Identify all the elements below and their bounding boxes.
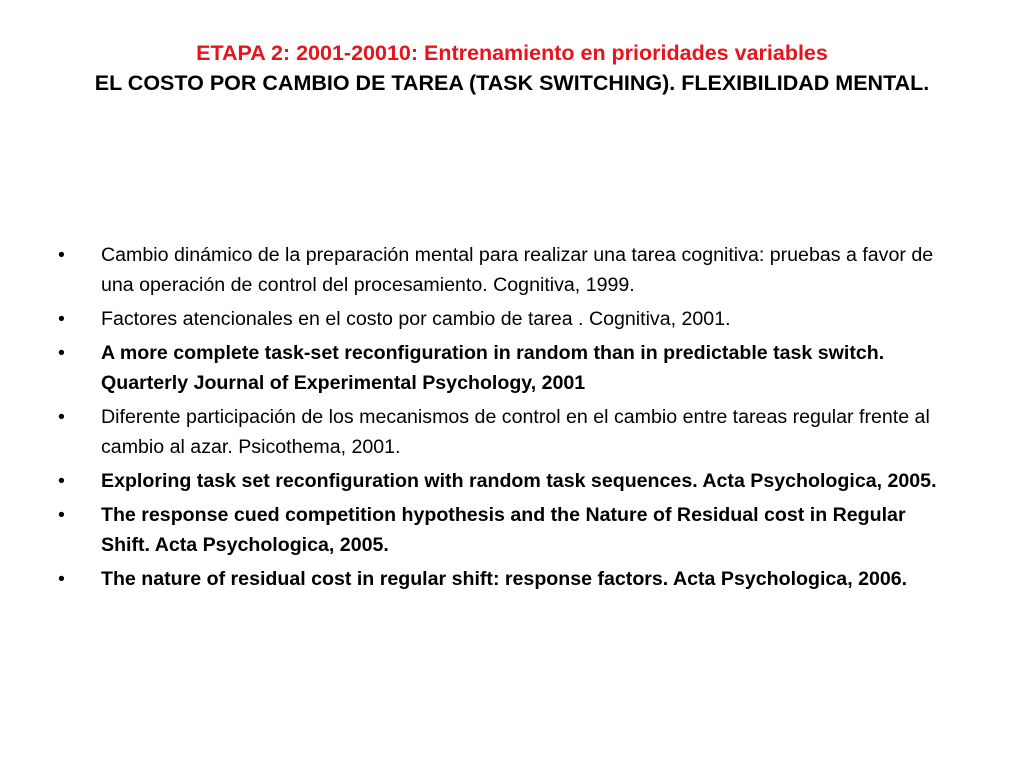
list-item-text: The response cued competition hypothesis and the Nature of Residual cost in Regular Shift. Acta Psychologica, 2005. xyxy=(101,504,906,556)
bullet-icon: • xyxy=(58,244,65,266)
list-item xyxy=(58,564,958,594)
title-line-stage: ETAPA 2: 2001-20010: Entrenamiento en prioridades variables xyxy=(196,41,828,65)
list-item-text: The nature of residual cost in regular shift: response factors. Acta Psychologica, 2006. xyxy=(101,568,908,590)
list-item xyxy=(58,402,958,462)
bullet-icon: • xyxy=(58,568,65,590)
list-item-text: Cambio dinámico de la preparación mental para realizar una tarea cognitiva: pruebas a favor de una operación de control del procesamiento. Cognitiva, 1999. xyxy=(101,244,934,296)
bullet-icon: • xyxy=(58,504,65,526)
list-item xyxy=(58,240,958,300)
bullet-icon: • xyxy=(58,470,65,492)
title-line-topic: EL COSTO POR CAMBIO DE TAREA (TASK SWITCHING). FLEXIBILIDAD MENTAL. xyxy=(94,71,930,95)
list-item-text: A more complete task-set reconfiguration in random than in predictable task switch. Quarterly Journal of Experimental Psychology, 2001 xyxy=(101,342,885,394)
list-item-text: Exploring task set reconfiguration with random task sequences. Acta Psychologica, 2005. xyxy=(101,470,937,492)
publication-list xyxy=(58,240,958,598)
list-item-text: Factores atencionales en el costo por cambio de tarea . Cognitiva, 2001. xyxy=(101,308,731,330)
slide-title xyxy=(60,38,964,98)
list-item-text: Diferente participación de los mecanismos de control en el cambio entre tareas regular frente al cambio al azar. Psicothema, 2001. xyxy=(101,406,930,458)
list-item xyxy=(58,500,958,560)
list-item xyxy=(58,466,958,496)
bullet-icon: • xyxy=(58,406,65,428)
bullet-icon: • xyxy=(58,308,65,330)
list-item xyxy=(58,338,958,398)
bullet-icon: • xyxy=(58,342,65,364)
list-item xyxy=(58,304,958,334)
